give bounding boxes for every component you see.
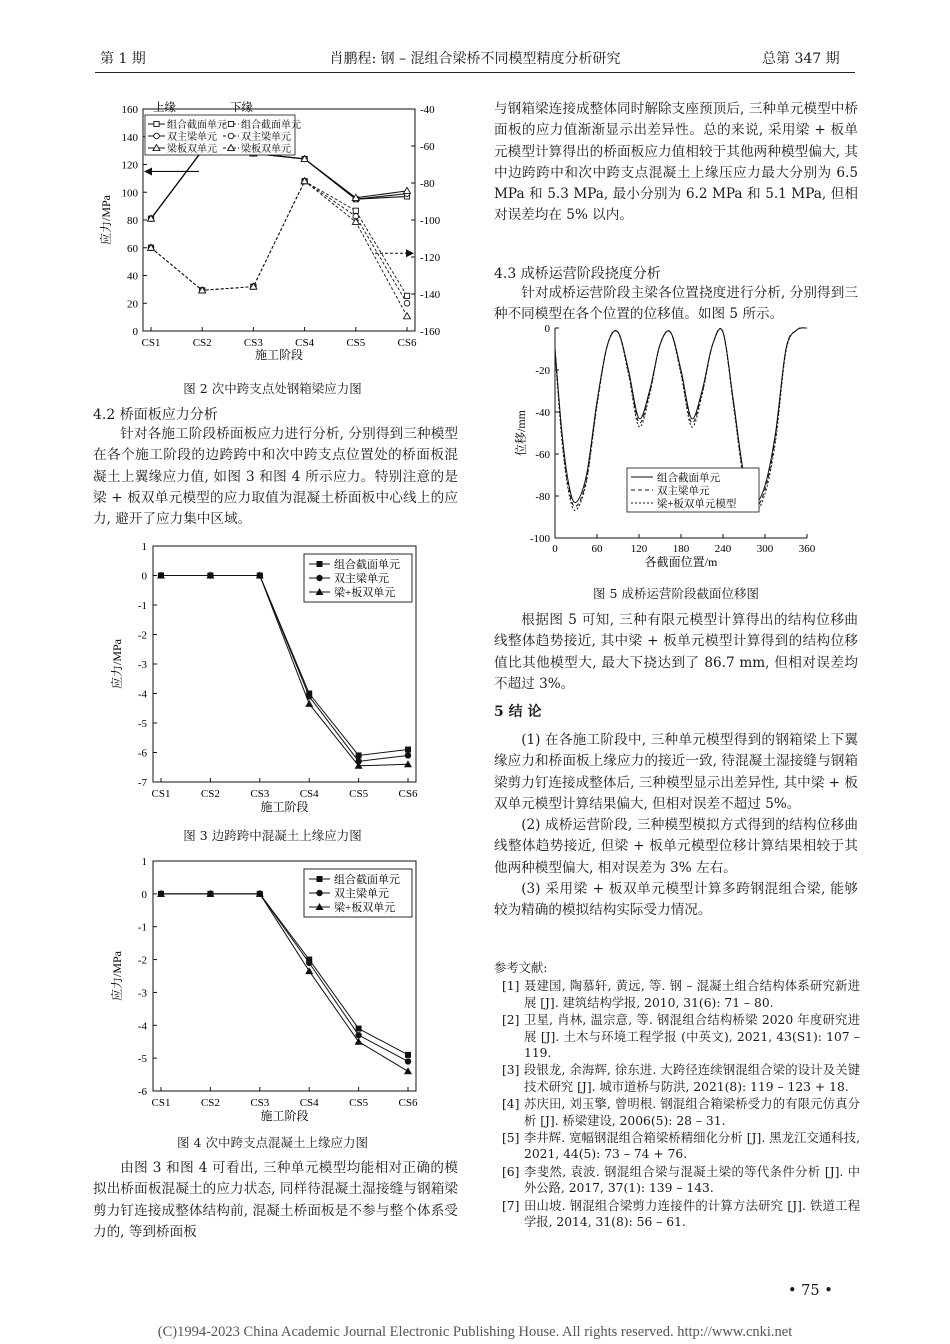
x-tick-label: CS6	[397, 337, 417, 349]
paragraph: 针对各施工阶段桥面板应力进行分析, 分别得到三种模型在各个施工阶段的边跨跨中和次中跨支点位置处的桥面板混凝土上翼缘应力值, 如图 3 和图 4 所示应力。特别注意的是梁 + 板双单元模型的应力取值为混凝土桥面板中心线上的应力, 避开了应力集中区域。	[93, 426, 458, 528]
series-line-4	[151, 181, 407, 303]
y-tick-label: -1	[137, 600, 147, 612]
group-label-upper: 上缘	[153, 102, 176, 114]
legend-label: 梁+板双单元	[334, 587, 396, 599]
x-tick-label: CS2	[192, 337, 212, 349]
y2-tick-label: -80	[420, 178, 435, 190]
y-tick-label: -20	[535, 365, 550, 377]
legend-label-lower: 组合截面单元	[241, 120, 301, 131]
y-tick-label: -5	[137, 718, 147, 730]
legend-upper-circle-marker	[154, 133, 160, 139]
paragraph: 由图 3 和图 4 可看出, 三种单元模型均能相对正确的模拟出桥面板混凝土的应力状态, 同样待混凝土湿接缝与钢箱梁剪力钉连接成整体结构前, 混凝土桥面板是不参与整个体系受力的, 等到桥面板	[93, 1160, 458, 1240]
legend-label: 双主梁单元	[657, 486, 710, 497]
left-col-bottom-text	[93, 1158, 458, 1243]
x-tick-label: CS1	[151, 788, 171, 800]
series-0-square-marker	[356, 752, 362, 758]
y-tick-label: 0	[141, 570, 147, 583]
series-0-square-marker	[405, 1052, 411, 1058]
reference-text: 聂建国, 陶慕轩, 黄远, 等. 钢 – 混凝土组合结构体系研究新进展 [J]. 建筑结构学报, 2010, 31(6): 71 – 80.	[524, 979, 860, 1010]
conclusion-2: (2) 成桥运营阶段, 三种模型模拟方式得到的结构位移曲线整体趋势接近, 但梁 + 板单元模型位移计算结果相较于其他两种模型偏大, 相对误差为 3% 左右。	[494, 817, 858, 876]
y-tick-label: -7	[137, 777, 147, 789]
legend-label-upper: 组合截面单元	[167, 120, 227, 131]
x-tick-label: CS4	[295, 337, 315, 349]
reference-text: 田山坡. 钢混组合梁剪力连接件的计算方法研究 [J]. 铁道工程学报, 2014, 31(8): 56 – 61.	[524, 1198, 860, 1230]
y2-tick-label: -40	[420, 104, 435, 116]
y-tick-label: 0	[544, 323, 550, 335]
running-title: 肖鹏程: 钢 – 混组合梁桥不同模型精度分析研究	[329, 51, 621, 67]
section-4-2-title: 4.2 桥面板应力分析	[93, 407, 218, 423]
y-tick-label: -80	[535, 491, 550, 503]
legend-label: 组合截面单元	[657, 473, 720, 484]
series-line-1	[151, 151, 407, 219]
reference-list	[494, 978, 860, 1230]
reference-item	[494, 1164, 860, 1197]
conclusion-3: (3) 采用梁 + 板双单元模型计算多跨钢混组合梁, 能够较为精确的模拟结构实际受力情况。	[494, 881, 858, 919]
section-4-3-title: 4.3 成桥运营阶段挠度分析	[494, 266, 661, 282]
x-tick-label: CS1	[141, 337, 161, 349]
y-tick-label: -6	[137, 747, 147, 760]
reference-text: 李斐然, 袁波. 钢混组合梁与混凝土梁的等代条件分析 [J]. 中外公路, 2017, 37(1): 139 – 143.	[524, 1164, 860, 1196]
x-tick-label: 120	[630, 543, 648, 555]
figure-2-caption: 图 2 次中跨支点处钢箱梁应力图	[183, 381, 362, 396]
x-axis-label: 施工阶段	[260, 1109, 309, 1123]
y-tick-label: -6	[137, 1086, 147, 1098]
reference-text: 段银龙, 余海辉, 徐东进. 大跨径连续钢混组合梁的设计及关键技术研究 [J]. 城市道桥与防洪, 2021(8): 119 – 123 + 18.	[524, 1063, 860, 1094]
figure-5-caption: 图 5 成桥运营阶段截面位移图	[593, 586, 759, 601]
legend-label: 梁+板双单元模型	[657, 499, 737, 510]
series-3-square-marker	[353, 208, 358, 213]
section-4-2-body	[93, 424, 458, 530]
x-tick-label: 60	[591, 543, 603, 555]
right-col-top-text	[494, 99, 858, 227]
reference-number: [2]	[502, 1013, 520, 1028]
reference-number: [7]	[502, 1198, 520, 1213]
references	[494, 960, 860, 1232]
reference-number: [3]	[502, 1063, 520, 1078]
figure-4-chart	[95, 855, 440, 1130]
x-tick-label: CS4	[299, 788, 319, 800]
figure-2-chart	[85, 98, 455, 370]
x-tick-label: CS2	[200, 788, 220, 800]
y-tick-label: 0	[141, 888, 147, 901]
series-3-square-marker	[404, 293, 409, 298]
y2-tick-label: -160	[420, 326, 441, 338]
y-tick-label: -100	[529, 533, 550, 545]
x-tick-label: CS4	[299, 1097, 319, 1109]
x-tick-label: CS2	[200, 1097, 220, 1109]
y-tick-label: 40	[127, 270, 138, 283]
y-axis-label: 位移/mm	[514, 409, 528, 457]
x-tick-label: CS3	[250, 788, 270, 800]
x-axis-label: 施工阶段	[260, 800, 309, 814]
series-1-circle-marker	[405, 1058, 411, 1064]
y-tick-label: -5	[137, 1053, 147, 1066]
series-line-1	[161, 894, 408, 1062]
reference-item	[494, 1096, 860, 1129]
x-axis-label: 施工阶段	[254, 348, 304, 362]
series-5-triangle-marker	[404, 313, 411, 319]
series-4-circle-marker	[404, 300, 410, 306]
group-label-lower: 下缘	[230, 102, 253, 114]
x-tick-label: CS6	[398, 1097, 418, 1109]
x-tick-label: CS3	[243, 337, 263, 349]
series-1-circle-marker	[355, 1032, 361, 1038]
legend-label-upper: 双主梁单元	[167, 132, 217, 143]
reference-item	[494, 1012, 860, 1061]
reference-item	[494, 1198, 860, 1231]
y-tick-label: 60	[127, 242, 138, 255]
y-tick-label: 140	[121, 131, 138, 144]
legend-label-lower: 双主梁单元	[241, 132, 291, 143]
figure-3-caption: 图 3 边跨跨中混凝土上缘应力图	[183, 828, 362, 843]
y-tick-label: -4	[137, 688, 147, 701]
x-tick-label: CS5	[349, 1097, 369, 1109]
conclusion-1: (1) 在各施工阶段中, 三种单元模型得到的钢箱梁上下翼缘应力和桥面板上缘应力的接近一致, 待混凝土湿接缝与钢箱梁剪力钉连接成整体后, 三种模型显示出差异性, 其中梁 + 板双单元模型计算结果偏大, 但相对误差不超过 5%。	[494, 732, 858, 812]
conclusions	[494, 730, 858, 922]
y2-tick-label: -140	[420, 289, 441, 301]
figure-4-caption: 图 4 次中跨支点混凝土上缘应力图	[177, 1135, 368, 1150]
reference-item	[494, 1130, 860, 1163]
x-tick-label: CS3	[250, 1097, 270, 1109]
y-tick-label: 160	[121, 104, 138, 116]
legend-circle-marker	[316, 890, 322, 896]
y-tick-label: 20	[127, 298, 138, 311]
reference-number: [4]	[502, 1097, 520, 1112]
series-2-triangle-marker	[404, 187, 411, 193]
legend-square-marker	[317, 876, 323, 882]
y-axis-label: 应力/MPa	[110, 638, 124, 690]
series-2-triangle-marker	[355, 1038, 363, 1045]
series-1-circle-marker	[306, 960, 312, 966]
series-line-0	[161, 576, 408, 756]
series-1-circle-marker	[405, 752, 411, 758]
legend-label: 组合截面单元	[334, 874, 400, 886]
x-tick-label: 360	[798, 543, 816, 555]
series-2-triangle-marker	[305, 967, 313, 974]
header-rule	[95, 72, 855, 73]
series-line-0	[161, 894, 408, 1055]
y2-tick-label: -120	[420, 252, 441, 264]
y-tick-label: 120	[121, 159, 138, 172]
paragraph: 针对成桥运营阶段主梁各位置挠度进行分析, 分别得到三种不同模型在各个位置的位移值。如图 5 所示。	[494, 285, 858, 323]
x-tick-label: 240	[714, 543, 732, 555]
reference-number: [1]	[502, 979, 520, 994]
references-title: 参考文献:	[494, 961, 548, 975]
legend-square-marker	[317, 561, 323, 567]
legend-label: 梁+板双单元	[334, 902, 396, 914]
x-tick-label: CS5	[346, 337, 366, 349]
y-tick-label: 80	[127, 215, 138, 227]
reference-text: 卫星, 肖林, 温宗意, 等. 钢混组合结构桥梁 2020 年度研究进展 [J]. 土木与环境工程学报 (中英文), 2021, 43(S1): 107 – 119.	[524, 1013, 860, 1061]
series-line-2	[151, 151, 407, 219]
y-tick-label: -2	[137, 954, 147, 967]
left-axis-arrowhead	[144, 167, 152, 175]
series-5-triangle-marker	[352, 218, 359, 224]
series-0-square-marker	[356, 1026, 362, 1032]
x-tick-label: 300	[756, 543, 774, 555]
y2-tick-label: -100	[420, 215, 441, 227]
figure-5-discussion	[494, 610, 858, 695]
reference-number: [6]	[502, 1164, 520, 1179]
journal-issue: 第 1 期	[100, 51, 146, 67]
y-tick-label: -2	[137, 629, 147, 642]
y-axis-label: 应力/MPa	[110, 950, 124, 1002]
reference-item	[494, 978, 860, 1011]
x-tick-label: 180	[672, 543, 690, 555]
x-tick-label: 0	[552, 543, 558, 555]
y2-tick-label: -60	[420, 141, 435, 153]
series-line-2	[161, 576, 408, 766]
legend-label: 双主梁单元	[334, 888, 389, 900]
reference-number: [5]	[502, 1131, 520, 1146]
figure-3-chart	[95, 540, 440, 820]
copyright-footer: (C)1994-2023 China Academic Journal Electronic Publishing House. All rights reserved. http://www.cnki.net	[157, 1324, 793, 1340]
y-tick-label: 1	[141, 856, 147, 868]
series-line-2	[161, 894, 408, 1071]
x-tick-label: CS6	[398, 788, 418, 800]
series-line-0	[151, 151, 407, 219]
y-axis-label: 应力/MPa	[99, 194, 113, 246]
y-tick-label: -40	[535, 407, 550, 419]
y-tick-label: 0	[132, 326, 138, 338]
y-tick-label: -3	[137, 987, 147, 1000]
x-axis-label: 各截面位置/m	[644, 555, 718, 569]
reference-text: 李井辉. 宽幅钢混组合箱梁桥精细化分析 [J]. 黑龙江交通科技, 2021, 44(5): 73 – 74 + 76.	[524, 1131, 860, 1162]
series-0-square-marker	[405, 747, 411, 753]
y-tick-label: -3	[137, 659, 147, 671]
y-tick-label: 1	[141, 541, 147, 553]
x-tick-label: CS1	[151, 1097, 171, 1109]
legend-label-upper: 梁板双单元	[167, 144, 217, 155]
y-tick-label: 100	[121, 187, 138, 200]
y-tick-label: -1	[137, 921, 147, 934]
page-number: • 75 •	[788, 1283, 833, 1299]
reference-text: 苏庆田, 刘玉擎, 曾明根. 钢混组合箱梁桥受力的有限元仿真分析 [J]. 桥梁建设, 2006(5): 28 – 31.	[524, 1097, 860, 1128]
legend-circle-marker	[316, 575, 322, 581]
series-2-triangle-marker	[404, 760, 412, 767]
legend-label: 组合截面单元	[334, 559, 400, 571]
reference-item	[494, 1062, 860, 1095]
x-tick-label: CS5	[349, 788, 369, 800]
series-line-1	[161, 576, 408, 762]
series-line-5	[151, 181, 407, 316]
legend-lower-square-marker	[228, 121, 233, 126]
legend-lower-circle-marker	[228, 133, 234, 139]
total-issue: 总第 347 期	[762, 51, 840, 67]
series-2-triangle-marker	[404, 1067, 412, 1074]
legend-upper-square-marker	[154, 121, 159, 126]
legend-label-lower: 梁板双单元	[241, 144, 291, 155]
right-axis-arrowhead	[406, 249, 414, 257]
paragraph: 根据图 5 可知, 三种有限元模型计算得出的结构位移曲线整体趋势接近, 其中梁 + 板单元模型计算得到的结构位移值比其他模型大, 最大下挠达到了 86.7 mm, 但相对误差均不超过 3%。	[494, 612, 858, 692]
section-5-title: 5 结 论	[494, 704, 542, 720]
figure-5-chart	[512, 320, 827, 578]
y-tick-label: -60	[535, 449, 550, 461]
y-tick-label: -4	[137, 1020, 147, 1033]
legend-label: 双主梁单元	[334, 573, 389, 585]
paragraph: 与钢箱梁连接成整体同时解除支座预顶后, 三种单元模型中桥面板的应力值渐渐显示出差异性。总的来说, 采用梁 + 板单元模型计算得出的桥面板应力值相较于其他两种模型偏大, 其中边跨跨中和次中跨支点混凝土上缘压应力最大分别为 6.5 MPa 和 5.3 MPa, 最小分别为 6.2 MPa 和 5.1 MPa, 但相对误差均在 5% 以内。	[494, 101, 858, 224]
